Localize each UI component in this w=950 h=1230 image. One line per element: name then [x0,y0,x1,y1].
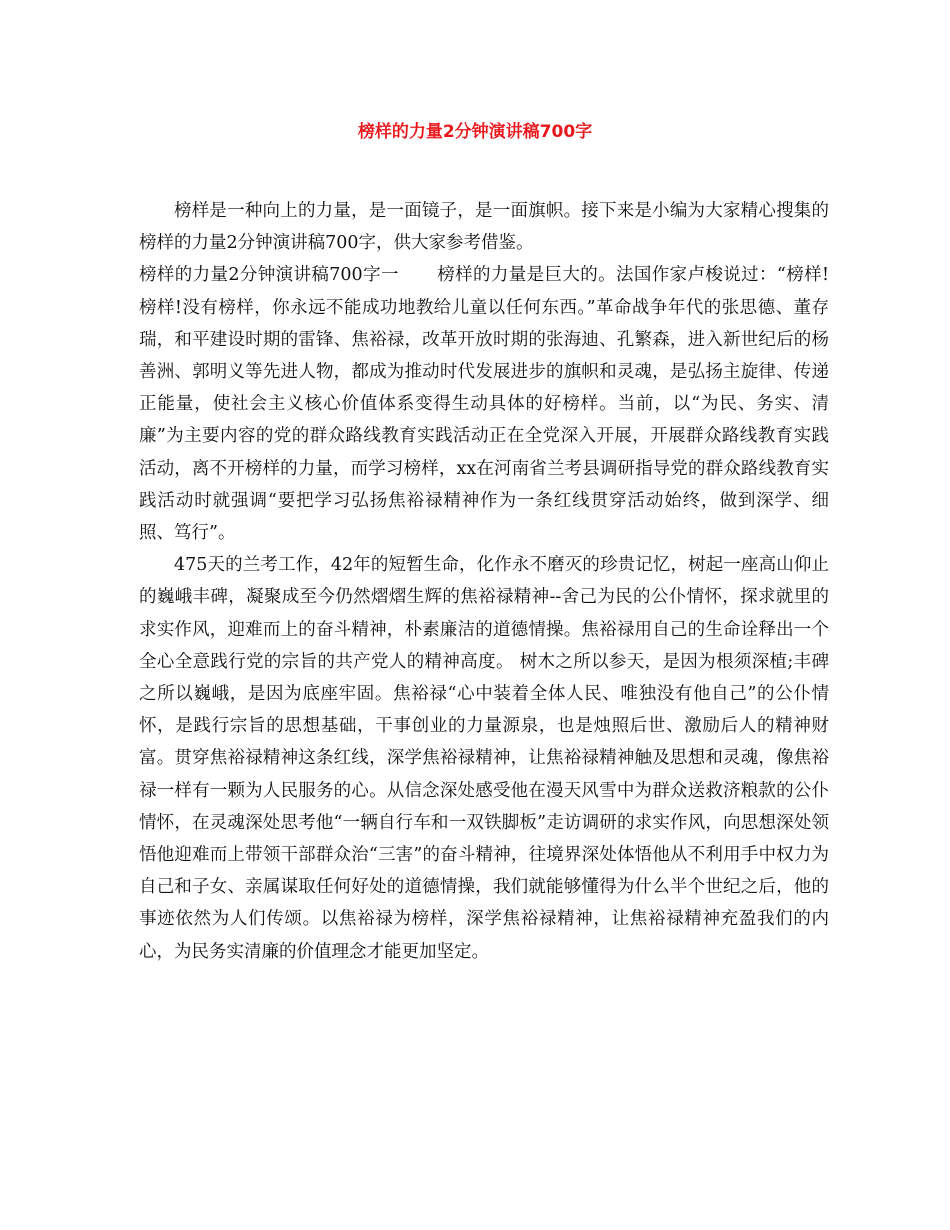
document-title: 榜样的力量2分钟演讲稿700字 [357,122,593,142]
intro-paragraph: 榜样是一种向上的力量，是一面镜子，是一面旗帜。接下来是小编为大家精心搜集的榜样的力量2分钟演讲稿700字，供大家参考借鉴。 [139,201,829,254]
body-paragraph-2: 475天的兰考工作，42年的短暂生命，化作永不磨灭的珍贵记忆，树起一座高山仰止的巍峨丰碑，凝聚成至今仍然熠熠生辉的焦裕禄精神--舍己为民的公仆情怀，探求就里的求实作风，迎难而上的奋斗精神，朴素廉洁的道德情操。焦裕禄用自己的生命诠释出一个全心全意践行党的宗旨的共产党人的精神高度。 树木之所以参天，是因为根须深植;丰碑之所以巍峨，是因为底座牢固。焦裕禄“心中装着全体人民、唯独没有他自己”的公仆情怀，是践行宗旨的思想基础，干事创业的力量源泉，也是烛照后世、激励后人的精神财富。贯穿焦裕禄精神这条红线，深学焦裕禄精神，让焦裕禄精神触及思想和灵魂，像焦裕禄一样有一颗为人民服务的心。从信念深处感受他在漫天风雪中为群众送救济粮款的公仆情怀，在灵魂深处思考他“一辆自行车和一双铁脚板”走访调研的求实作风，向思想深处领悟他迎难而上带领干部群众治“三害”的奋斗精神，往境界深处体悟他从不利用手中权力为自己和子女、亲属谋取任何好处的道德情操，我们就能够懂得为什么半个世纪之后，他的事迹依然为人们传颂。以焦裕禄为榜样，深学焦裕禄精神，让焦裕禄精神充盈我们的内心，为民务实清廉的价值理念才能更加坚定。 [139,555,829,962]
body-paragraph-1: 榜样的力量是巨大的。法国作家卢梭说过：“榜样!榜样!没有榜样，你永远不能成功地教给儿童以任何东西。”革命战争年代的张思德、董存瑞，和平建设时期的雷锋、焦裕禄，改革开放时期的张海迪、孔繁森，进入新世纪后的杨善洲、郭明义等先进人物，都成为推动时代发展进步的旗帜和灵魂，是弘扬主旋律、传递正能量，使社会主义核心价值体系变得生动具体的好榜样。当前，以“为民、务实、清廉”为主要内容的党的群众路线教育实践活动正在全党深入开展，开展群众路线教育实践活动，离不开榜样的力量，而学习榜样，xx在河南省兰考县调研指导党的群众路线教育实践活动时就强调“要把学习弘扬焦裕禄精神作为一条红线贯穿活动始终，做到深学、细照、笃行”。 [139,265,829,544]
document-body [139,195,829,968]
section-heading: 榜样的力量2分钟演讲稿700字一 [139,265,399,286]
section-paragraph [139,259,829,549]
